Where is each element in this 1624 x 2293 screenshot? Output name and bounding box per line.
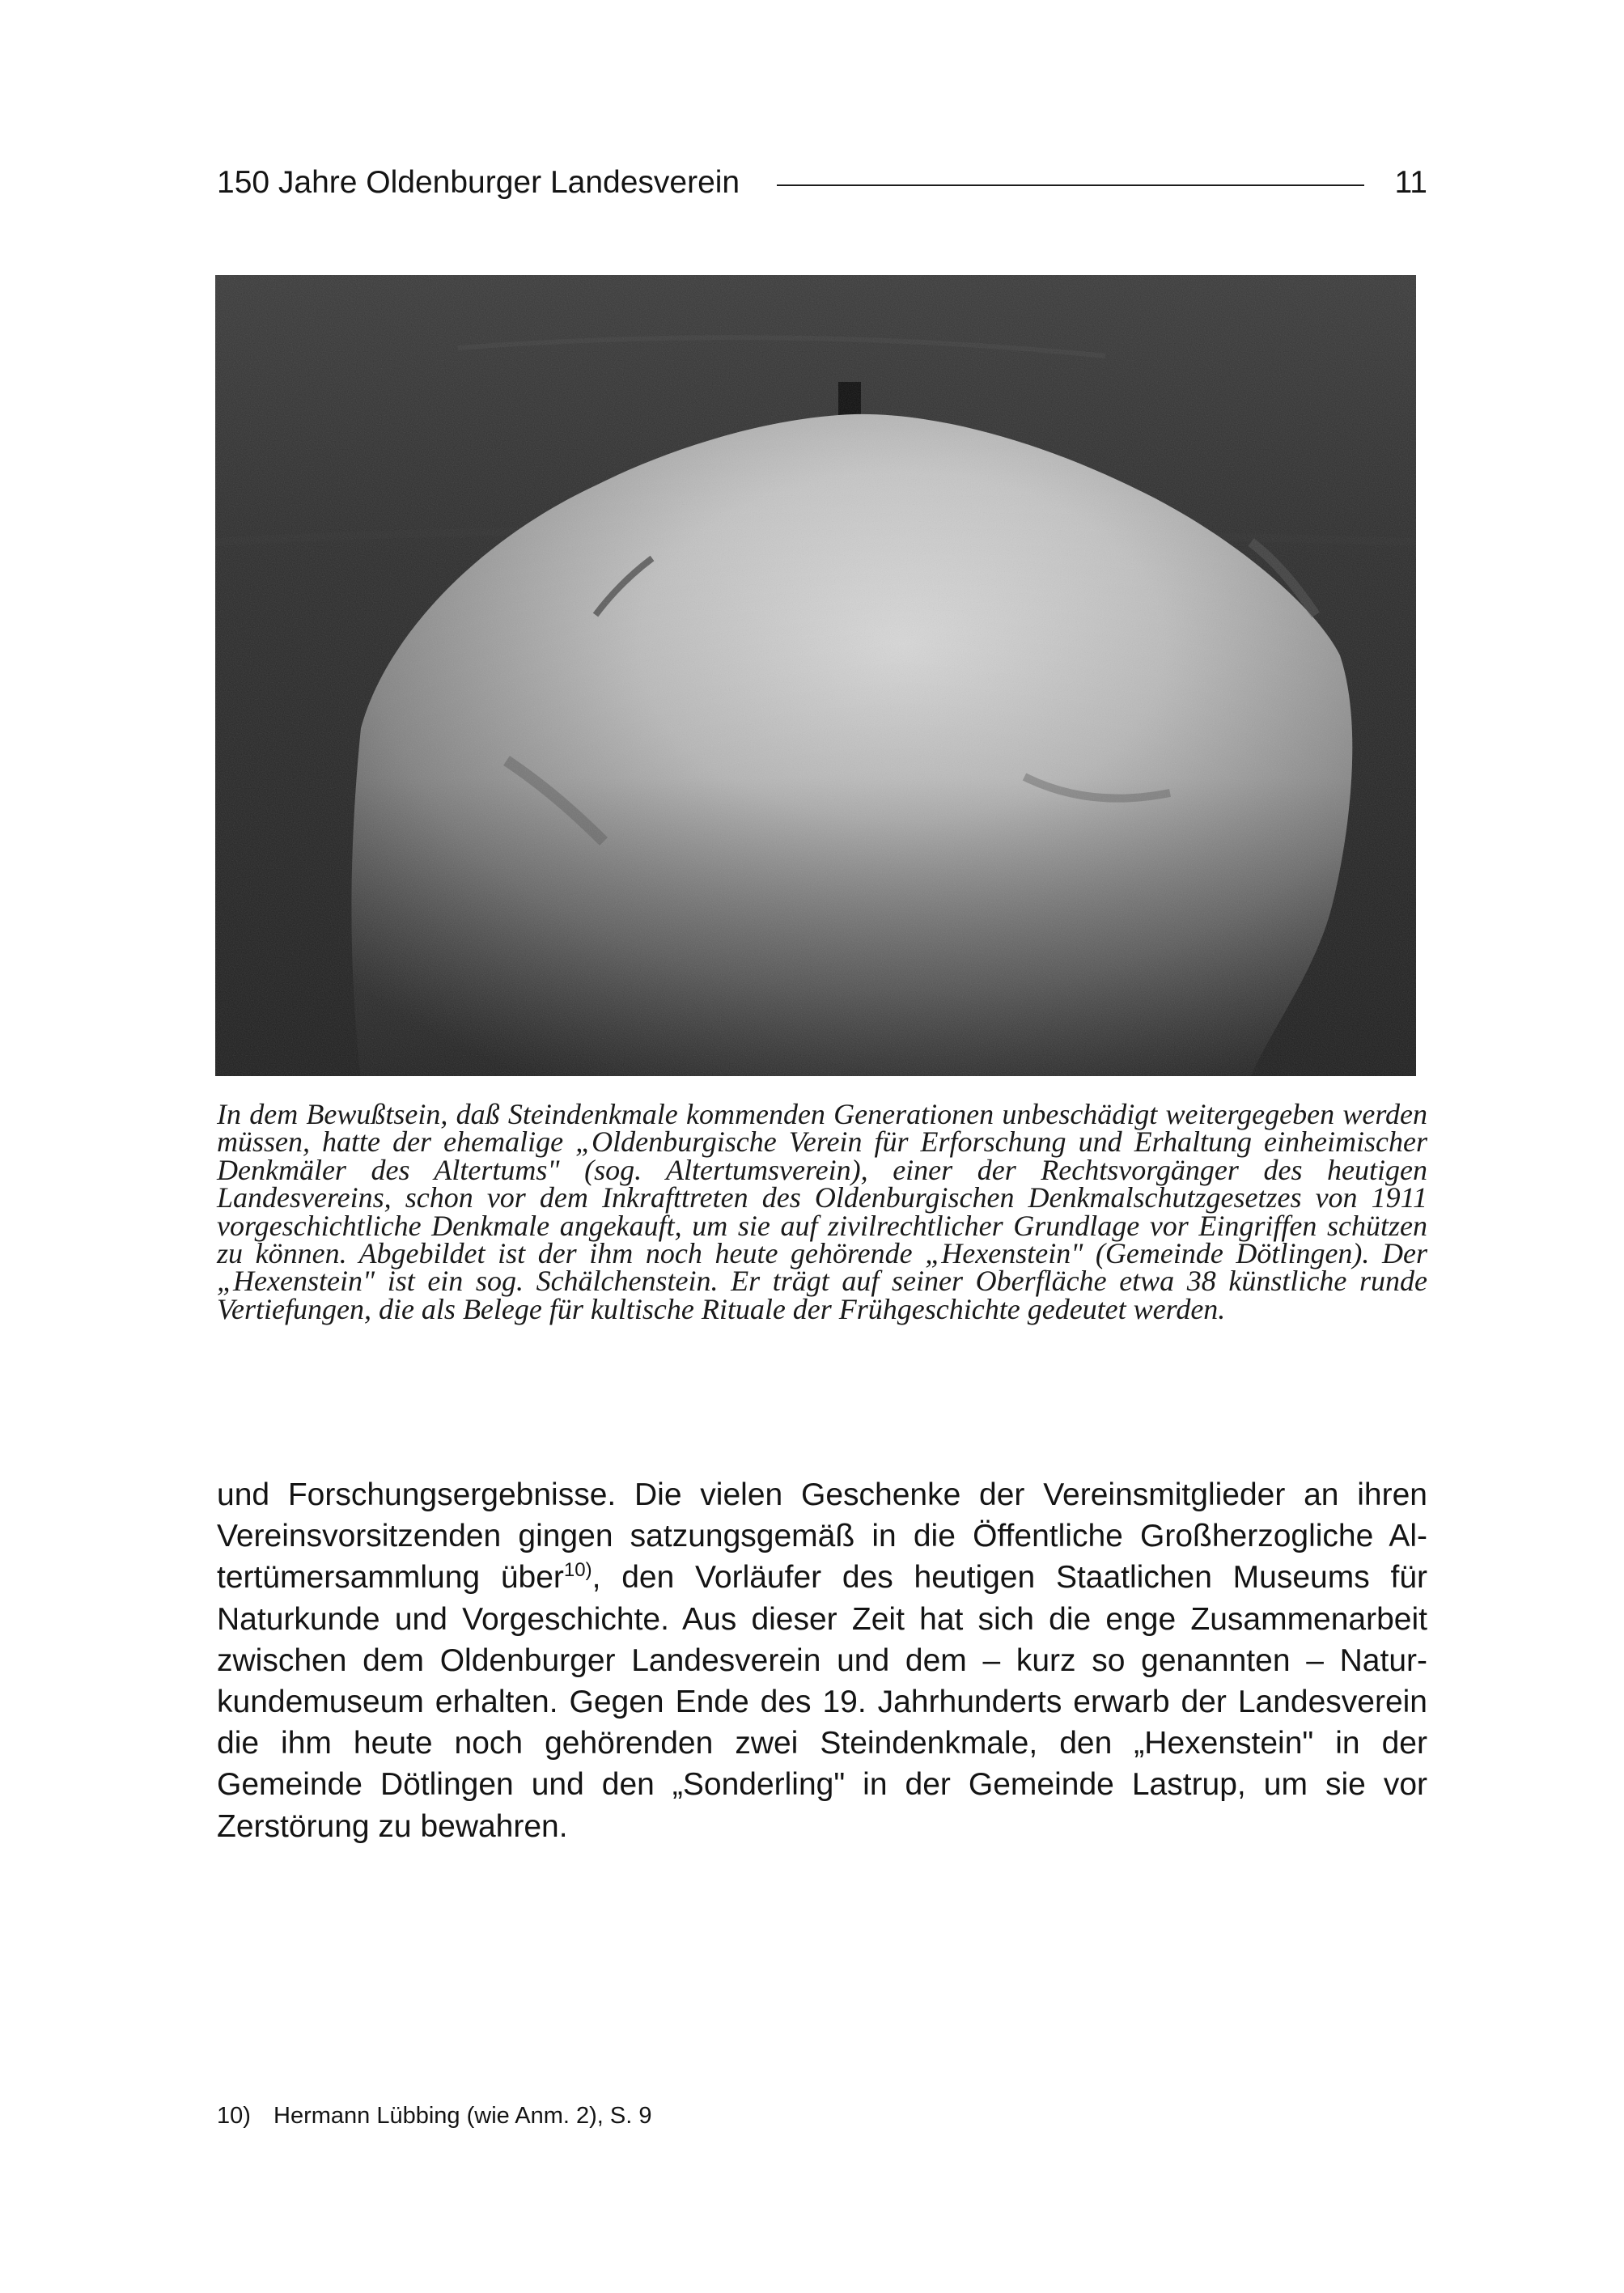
running-title: 150 Jahre Oldenburger Landesverein	[217, 165, 740, 200]
body-paragraph	[217, 1474, 1427, 1847]
hexenstein-photo	[215, 275, 1416, 1076]
header-rule	[777, 184, 1364, 186]
body-text-part-2: , den Vorläufer des heutigen Staatlichen Museums für Naturkunde und Vorgeschichte. Aus dieser Zeit hat sich die enge Zusammenarbeit zwischen dem Oldenburger Landesverein und dem – kurz so genannten – Naturkundemuseum erhalten. Gegen Ende des 19. Jahrhunderts erwarb der Landesverein die ihm heute noch gehörenden zwei Steindenkmale, den „Hexenstein" in der Gemeinde Dötlingen und den „Sonderling" in der Gemeinde Lastrup, um sie vor Zerstörung zu bewahren.	[217, 1560, 1427, 1844]
body-text-part-1: und Forschungsergebnisse. Die vielen Geschenke der Vereinsmitglieder an ihren Vereinsvorsitzenden gingen satzungsgemäß in die Öffentliche Großherzogliche Altertümersammlung über	[217, 1477, 1427, 1596]
page-number: 11	[1394, 165, 1427, 200]
footnote	[217, 2100, 1188, 2132]
footnote-marker: 10)	[217, 2103, 251, 2129]
running-header	[217, 159, 1427, 207]
stone-illustration	[215, 275, 1416, 1076]
photo-caption: In dem Bewußtsein, daß Steindenkmale kommenden Generationen unbeschädigt weitergegeben werden müssen, hatte der ehemalige „Oldenburgische Verein für Erforschung und Erhaltung einheimischer Denkmäler des Altertums" (sog. Altertumsverein), einer der Rechtsvorgänger des heutigen Landesvereins, schon vor dem Inkrafttreten des Oldenburgischen Denkmalschutzgesetzes von 1911 vorgeschichtliche Denkmale angekauft, um sie auf zivilrechtlicher Grundlage vor Eingriffen schützen zu können. Abgebildet ist der ihm noch heute gehörende „Hexenstein" (Gemeinde Dötlingen). Der „Hexenstein" ist ein sog. Schälchenstein. Er trägt auf seiner Oberfläche etwa 38 künstliche runde Vertiefungen, die als Belege für kultische Rituale der Frühgeschichte gedeutet werden.	[217, 1098, 1427, 1325]
footnote-reference[interactable]: 10)	[563, 1559, 592, 1582]
footnote-text: Hermann Lübbing (wie Anm. 2), S. 9	[273, 2103, 652, 2129]
